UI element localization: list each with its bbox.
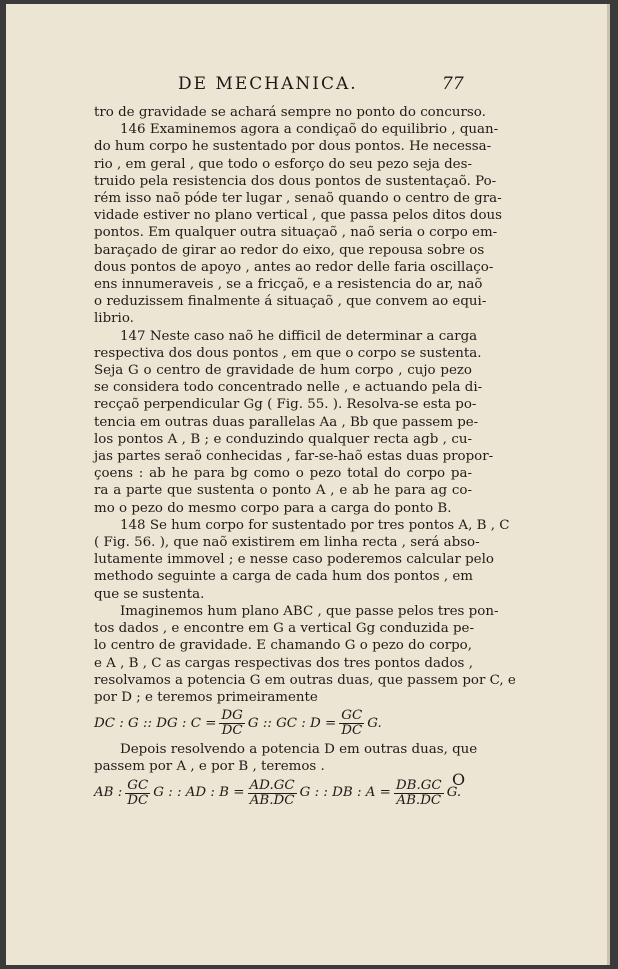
formula-term: G. [446, 785, 462, 801]
text-line: o reduzissem finalmente á situaçaõ , que convem ao equi- [94, 294, 487, 310]
text-line: do hum corpo he sustentado por dous pontos. He necessa- [94, 139, 492, 155]
formula-1 [94, 709, 472, 738]
numerator: AD.GC [249, 777, 295, 793]
text-line: 147 Neste caso naõ he difficil de determinar a carga [120, 328, 478, 344]
text-line: respectiva dos dous pontos , em que o corpo se sustenta. [94, 345, 482, 361]
text-line: Seja G o centro de gravidade de hum corpo , cujo pezo [94, 363, 472, 379]
page-number: 77 [442, 74, 464, 94]
text-line: mo o pezo do mesmo corpo para a carga do ponto B. [94, 500, 452, 516]
text-line: pontos. Em qualquer outra situaçaõ , naõ seria o corpo em- [94, 225, 498, 241]
fraction [339, 709, 364, 738]
text-line: Imaginemos hum plano ABC , que passe pelos tres pon- [120, 603, 499, 619]
formula-term: G : : DB : A = [299, 785, 391, 801]
text-line: ( Fig. 56. ), que naõ existirem em linha recta , será abso- [94, 535, 480, 551]
fraction [394, 779, 444, 808]
text-line: recçaõ perpendicular Gg ( Fig. 55. ). Resolva-se esta po- [94, 397, 477, 413]
fraction [248, 779, 297, 808]
text-line: çoens : ab he para bg como o pezo total do corpo pa- [94, 466, 472, 482]
text-line: baraçado de girar ao redor do eixo, que repousa sobre os [94, 242, 485, 258]
text-line: passem por A , e por B , teremos . [94, 759, 325, 775]
numerator: GC [127, 777, 149, 793]
text-line: tos dados , e encontre em G a vertical Gg conduzida pe- [94, 621, 475, 637]
text-line: lutamente immovel ; e nesse caso poderemos calcular pelo [94, 552, 494, 568]
text-line: truido pela resistencia dos dous pontos de sustentaçaõ. Po- [94, 173, 497, 189]
formula-term: G. [367, 716, 382, 731]
fraction [125, 779, 150, 808]
text-line: rio , em geral , que todo o esforço do seu pezo seja des- [94, 156, 472, 172]
formula-term: G : : AD : B = [153, 785, 245, 801]
denominator: DC [341, 723, 363, 739]
text-line: librio. [94, 311, 134, 327]
denominator: AB.DC [396, 792, 442, 808]
text-line: rém isso naõ póde ter lugar , senaõ quando o centro de gra- [94, 191, 502, 207]
text-line: Depois resolvendo a potencia D em outras duas, que [120, 742, 478, 758]
text-line: lo centro de gravidade. E chamando G o pezo do corpo, [94, 638, 472, 654]
text-line: tencia em outras duas parallelas Aa , Bb que passem pe- [94, 414, 479, 430]
text-line: vidade estiver no plano vertical , que passa pelos ditos dous [94, 208, 503, 224]
numerator: DB.GC [395, 777, 442, 793]
formula-term: AB : [94, 785, 123, 801]
text-line: ra a parte que sustenta o ponto A , e ab he para ag co- [94, 483, 472, 499]
numerator: GC [341, 708, 363, 724]
book-page [6, 4, 610, 965]
signature-mark: O [452, 770, 466, 789]
numerator: DG [221, 708, 243, 724]
denominator: AB.DC [249, 792, 295, 808]
text-line: 146 Examinemos agora a condiçaõ do equilibrio , quan- [120, 122, 499, 138]
denominator: DC [127, 792, 149, 808]
text-line: methodo seguinte a carga de cada hum dos pontos , em [94, 569, 473, 585]
formula-2 [94, 779, 472, 808]
text-line: tro de gravidade se achará sempre no ponto do concurso. [94, 105, 486, 120]
page-header [6, 74, 607, 96]
text-line: que se sustenta. [94, 586, 205, 602]
text-line: se considera todo concentrado nelle , e actuando pela di- [94, 380, 483, 396]
running-title: DE MECHANICA. [178, 74, 358, 94]
formula-term: DC : G :: DG : C = [94, 716, 217, 731]
text-line: e A , B , C as cargas respectivas dos tres pontos dados , [94, 655, 473, 671]
text-line: por D ; e teremos primeiramente [94, 689, 318, 705]
text-line: resolvamos a potencia G em outras duas, que passem por C, e [94, 672, 516, 688]
page-body [94, 104, 516, 811]
text-line: ens innumeraveis , se a fricçaõ, e a resistencia do ar, naõ [94, 277, 483, 293]
text-line: dous pontos de apoyo , antes ao redor delle faria oscillaço- [94, 259, 494, 275]
text-line: los pontos A , B ; e conduzindo qualquer recta agb , cu- [94, 431, 472, 447]
text-line: jas partes seraõ conhecidas , far-se-haõ estas duas propor- [94, 449, 494, 465]
formula-term: G :: GC : D = [247, 716, 337, 731]
fraction [219, 709, 244, 738]
text-line: 148 Se hum corpo for sustentado por tres pontos A, B , C [120, 517, 510, 533]
denominator: DC [221, 723, 243, 739]
